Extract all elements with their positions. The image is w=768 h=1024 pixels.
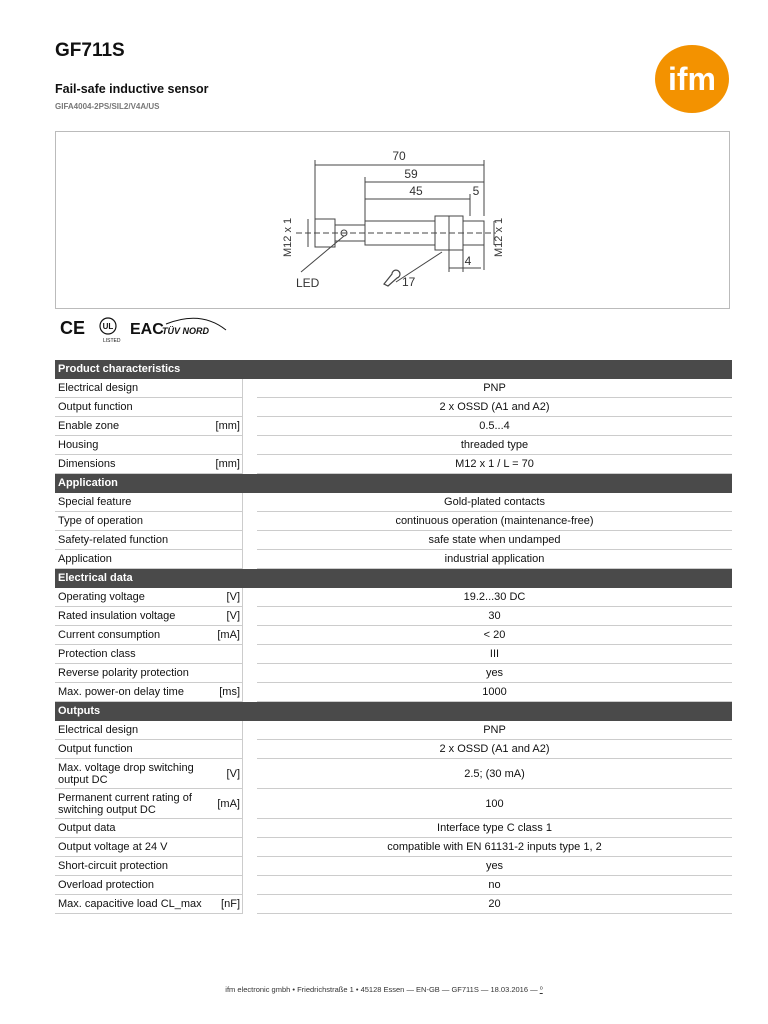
spec-label-cell xyxy=(55,493,243,512)
led-label: LED xyxy=(296,276,320,290)
spec-row xyxy=(55,683,732,702)
spec-label: Max. power-on delay time xyxy=(58,686,184,698)
spec-row xyxy=(55,436,732,455)
spec-value: industrial application xyxy=(257,550,732,569)
spec-label-cell xyxy=(55,895,209,914)
spec-row xyxy=(55,857,732,876)
spec-row xyxy=(55,664,732,683)
wrench-icon xyxy=(384,270,400,286)
svg-text:UL: UL xyxy=(102,322,114,331)
spec-value: Gold-plated contacts xyxy=(257,493,732,512)
spec-label-cell xyxy=(55,683,209,702)
spec-unit: [ms] xyxy=(209,683,243,702)
spec-value: III xyxy=(257,645,732,664)
eac-mark-icon: EAC xyxy=(130,321,164,338)
dim-4-label: 4 xyxy=(464,254,472,268)
footer-text: ifm electronic gmbh • Friedrichstraße 1 • 45128 Essen — EN-GB — GF711S — 18.03.2016 — xyxy=(225,985,538,994)
spec-row xyxy=(55,645,732,664)
spec-row xyxy=(55,876,732,895)
spec-label-cell xyxy=(55,398,243,417)
section-header: Electrical data xyxy=(55,569,732,588)
spec-value: no xyxy=(257,876,732,895)
spec-label-cell xyxy=(55,759,209,789)
spec-gap xyxy=(243,531,257,550)
svg-text:LISTED: LISTED xyxy=(103,338,121,344)
ce-mark-icon: CE xyxy=(60,318,86,338)
spec-label: Output function xyxy=(58,401,133,413)
spec-value: 2.5; (30 mA) xyxy=(257,759,732,789)
spec-gap xyxy=(243,721,257,740)
spec-value: compatible with EN 61131-2 inputs type 1, 2 xyxy=(257,838,732,857)
spec-label: Permanent current rating of switching output DC xyxy=(58,791,192,816)
spec-gap xyxy=(243,876,257,895)
spec-value: 1000 xyxy=(257,683,732,702)
spec-label-cell xyxy=(55,838,243,857)
spec-gap xyxy=(243,789,257,819)
spec-label: Overload protection xyxy=(58,879,154,891)
spec-label: Short-circuit protection xyxy=(58,860,169,872)
spec-value: threaded type xyxy=(257,436,732,455)
thread-right-label: M12 x 1 xyxy=(493,217,505,257)
spec-gap xyxy=(243,455,257,474)
spec-unit: [nF] xyxy=(209,895,243,914)
spec-label: Output data xyxy=(58,822,116,834)
spec-label: Enable zone xyxy=(58,420,120,432)
spec-label: Safety-related function xyxy=(58,534,169,546)
spec-gap xyxy=(243,436,257,455)
spec-row xyxy=(55,819,732,838)
spec-value: 30 xyxy=(257,607,732,626)
spec-gap xyxy=(243,626,257,645)
spec-label-cell xyxy=(55,740,243,759)
certification-logos xyxy=(58,312,233,346)
spec-label: Max. capacitive load CL_max xyxy=(58,898,202,910)
spec-unit: [mm] xyxy=(209,455,243,474)
spec-gap xyxy=(243,819,257,838)
spec-row xyxy=(55,588,732,607)
spec-gap xyxy=(243,857,257,876)
section-header: Product characteristics xyxy=(55,360,732,379)
page-footer xyxy=(0,985,768,994)
spec-gap xyxy=(243,664,257,683)
spec-label-cell xyxy=(55,857,243,876)
spec-row xyxy=(55,379,732,398)
page-marker-icon: ⁰ xyxy=(539,985,543,994)
spec-label-cell xyxy=(55,664,243,683)
spec-row xyxy=(55,740,732,759)
spec-value: 2 x OSSD (A1 and A2) xyxy=(257,398,732,417)
spec-label-cell xyxy=(55,819,243,838)
spec-label: Dimensions xyxy=(58,458,116,470)
spec-value: 0.5...4 xyxy=(257,417,732,436)
spec-value: M12 x 1 / L = 70 xyxy=(257,455,732,474)
spec-gap xyxy=(243,417,257,436)
spec-label: Max. voltage drop switching output DC xyxy=(58,761,194,786)
spec-label-cell xyxy=(55,512,243,531)
dim-5-label: 5 xyxy=(472,184,480,198)
spec-gap xyxy=(243,550,257,569)
spec-gap xyxy=(243,588,257,607)
specification-table xyxy=(55,360,732,914)
spec-row xyxy=(55,550,732,569)
spec-label: Reverse polarity protection xyxy=(58,667,189,679)
spec-label-cell xyxy=(55,626,209,645)
dim-17-label: 17 xyxy=(402,275,416,289)
tuv-nord-icon xyxy=(162,318,226,336)
spec-label: Output voltage at 24 V xyxy=(58,841,168,853)
spec-label: Electrical design xyxy=(58,724,139,736)
spec-row xyxy=(55,455,732,474)
spec-label-cell xyxy=(55,645,243,664)
spec-label-cell xyxy=(55,550,243,569)
spec-label: Output function xyxy=(58,743,133,755)
spec-label-cell xyxy=(55,721,243,740)
spec-label-cell xyxy=(55,417,209,436)
spec-gap xyxy=(243,838,257,857)
dim-70-label: 70 xyxy=(392,149,406,163)
spec-row xyxy=(55,493,732,512)
spec-label: Application xyxy=(58,553,112,565)
spec-row xyxy=(55,512,732,531)
spec-gap xyxy=(243,740,257,759)
spec-value: continuous operation (maintenance-free) xyxy=(257,512,732,531)
spec-row xyxy=(55,531,732,550)
spec-value: 20 xyxy=(257,895,732,914)
dim-45-label: 45 xyxy=(409,184,423,198)
spec-label-cell xyxy=(55,455,209,474)
spec-label-cell xyxy=(55,789,209,819)
spec-row xyxy=(55,759,732,789)
spec-label: Type of operation xyxy=(58,515,144,527)
spec-row xyxy=(55,417,732,436)
spec-value: yes xyxy=(257,857,732,876)
spec-unit: [mA] xyxy=(209,789,243,819)
spec-value: Interface type C class 1 xyxy=(257,819,732,838)
spec-row xyxy=(55,607,732,626)
spec-row xyxy=(55,626,732,645)
spec-unit: [mm] xyxy=(209,417,243,436)
spec-unit: [mA] xyxy=(209,626,243,645)
spec-gap xyxy=(243,759,257,789)
dimension-drawing xyxy=(55,131,730,309)
spec-label-cell xyxy=(55,607,209,626)
thread-left-label: M12 x 1 xyxy=(282,217,294,257)
svg-text:TÜV NORD: TÜV NORD xyxy=(162,326,209,336)
spec-row xyxy=(55,895,732,914)
spec-label: Current consumption xyxy=(58,629,161,641)
spec-gap xyxy=(243,379,257,398)
spec-value: 2 x OSSD (A1 and A2) xyxy=(257,740,732,759)
spec-value: yes xyxy=(257,664,732,683)
spec-value: PNP xyxy=(257,721,732,740)
spec-row xyxy=(55,789,732,819)
spec-gap xyxy=(243,683,257,702)
spec-unit: [V] xyxy=(209,607,243,626)
spec-label-cell xyxy=(55,876,243,895)
spec-row xyxy=(55,721,732,740)
spec-gap xyxy=(243,645,257,664)
article-code: GIFA4004-2PS/SIL2/V4A/US xyxy=(55,102,160,111)
dim-59-label: 59 xyxy=(404,167,418,181)
spec-label: Special feature xyxy=(58,496,132,508)
spec-value: 19.2...30 DC xyxy=(257,588,732,607)
ul-listed-icon xyxy=(100,318,121,344)
spec-unit: [V] xyxy=(209,588,243,607)
spec-value: PNP xyxy=(257,379,732,398)
spec-row xyxy=(55,398,732,417)
spec-label: Protection class xyxy=(58,648,136,660)
spec-gap xyxy=(243,607,257,626)
spec-label-cell xyxy=(55,531,243,550)
spec-label-cell xyxy=(55,588,209,607)
spec-value: 100 xyxy=(257,789,732,819)
section-header: Application xyxy=(55,474,732,493)
logo-text: ifm xyxy=(668,61,716,97)
product-subtitle: Fail-safe inductive sensor xyxy=(55,82,209,96)
spec-gap xyxy=(243,398,257,417)
spec-label-cell xyxy=(55,436,243,455)
spec-row xyxy=(55,838,732,857)
product-title: GF711S xyxy=(55,40,125,61)
spec-gap xyxy=(243,512,257,531)
spec-value: safe state when undamped xyxy=(257,531,732,550)
spec-gap xyxy=(243,493,257,512)
spec-label-cell xyxy=(55,379,243,398)
ifm-logo xyxy=(652,44,732,114)
spec-label: Housing xyxy=(58,439,99,451)
section-header: Outputs xyxy=(55,702,732,721)
spec-label: Rated insulation voltage xyxy=(58,610,176,622)
spec-unit: [V] xyxy=(209,759,243,789)
spec-value: < 20 xyxy=(257,626,732,645)
spec-label: Electrical design xyxy=(58,382,139,394)
spec-gap xyxy=(243,895,257,914)
spec-label: Operating voltage xyxy=(58,591,145,603)
